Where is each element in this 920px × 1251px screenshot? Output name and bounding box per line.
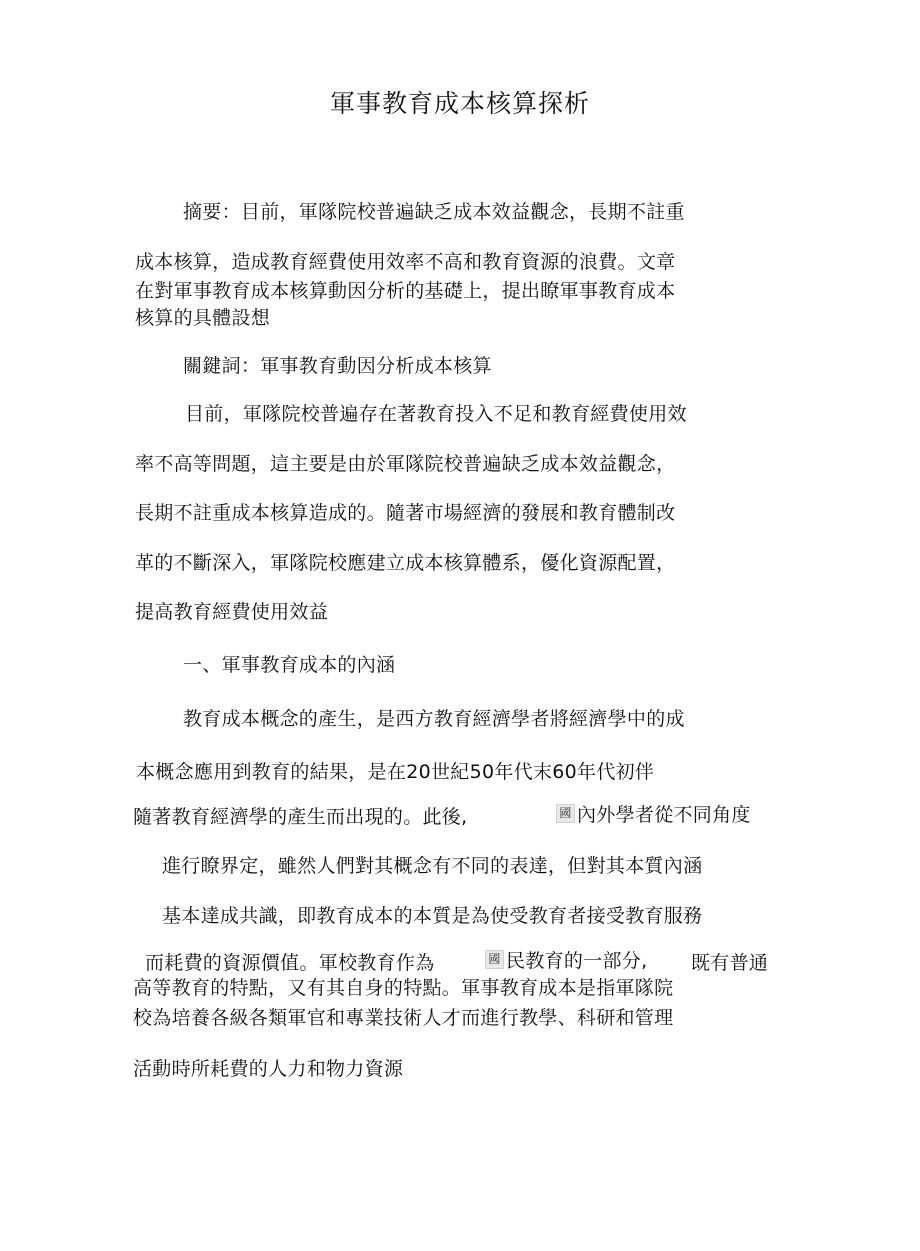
body-line: 高等教育的特點，又有其自身的特點。軍事教育成本是指軍隊院 [133, 977, 674, 999]
body-line: 長期不註重成本核算造成的。隨著市場經濟的發展和教育體制改 [135, 502, 676, 524]
body-line-text: 民教育的一部分, [506, 950, 648, 972]
body-line: 進行瞭界定，雖然人們對其概念有不同的表達，但對其本質內涵 [162, 855, 703, 877]
broken-glyph-image: 國 [485, 950, 504, 969]
body-line: 校為培養各級各類軍官和專業技術人才而進行教學、科研和管理 [133, 1007, 674, 1029]
abstract-line: 核算的具體設想 [135, 307, 271, 329]
body-line: 活動時所耗費的人力和物力資源 [133, 1058, 404, 1080]
body-line: 革的不斷深入，軍隊院校應建立成本核算體系，優化資源配置， [135, 552, 676, 574]
body-line: 本概念應用到教育的結果，是在20世紀50年代末60年代初伴 [136, 761, 655, 783]
body-line-segment [485, 949, 647, 973]
body-line-segment [556, 803, 751, 827]
abstract-line: 在對軍事教育成本核算動因分析的基礎上，提出瞭軍事教育成本 [135, 280, 676, 302]
abstract-line: 摘要：目前，軍隊院校普遍缺乏成本效益觀念，長期不註重 [183, 201, 685, 223]
document-title: 軍事教育成本核算探析 [329, 89, 590, 118]
abstract-line: 成本核算，造成教育經費使用效率不高和教育資源的浪費。文章 [135, 251, 676, 273]
body-line: 基本達成共識，即教育成本的本質是為使受教育者接受教育服務 [162, 905, 703, 927]
body-line-text: 內外學者從不同角度 [577, 804, 751, 826]
section-heading: 一、軍事教育成本的內涵 [183, 654, 396, 676]
broken-glyph-image: 國 [556, 804, 575, 823]
keywords-line: 關鍵詞：軍事教育動因分析成本核算 [183, 355, 492, 377]
body-line: 提高教育經費使用效益 [135, 601, 329, 623]
body-line: 隨著教育經濟學的產生而出現的。此後, [133, 806, 468, 828]
body-line: 目前，軍隊院校普遍存在著教育投入不足和教育經費使用效 [185, 403, 687, 425]
body-line: 率不高等問題，這主要是由於軍隊院校普遍缺乏成本效益觀念， [135, 453, 676, 475]
body-line: 教育成本概念的產生，是西方教育經濟學者將經濟學中的成 [183, 708, 685, 730]
body-line: 而耗費的資源價值。軍校教育作為 [145, 952, 435, 974]
body-line: 既有普通 [691, 952, 769, 974]
